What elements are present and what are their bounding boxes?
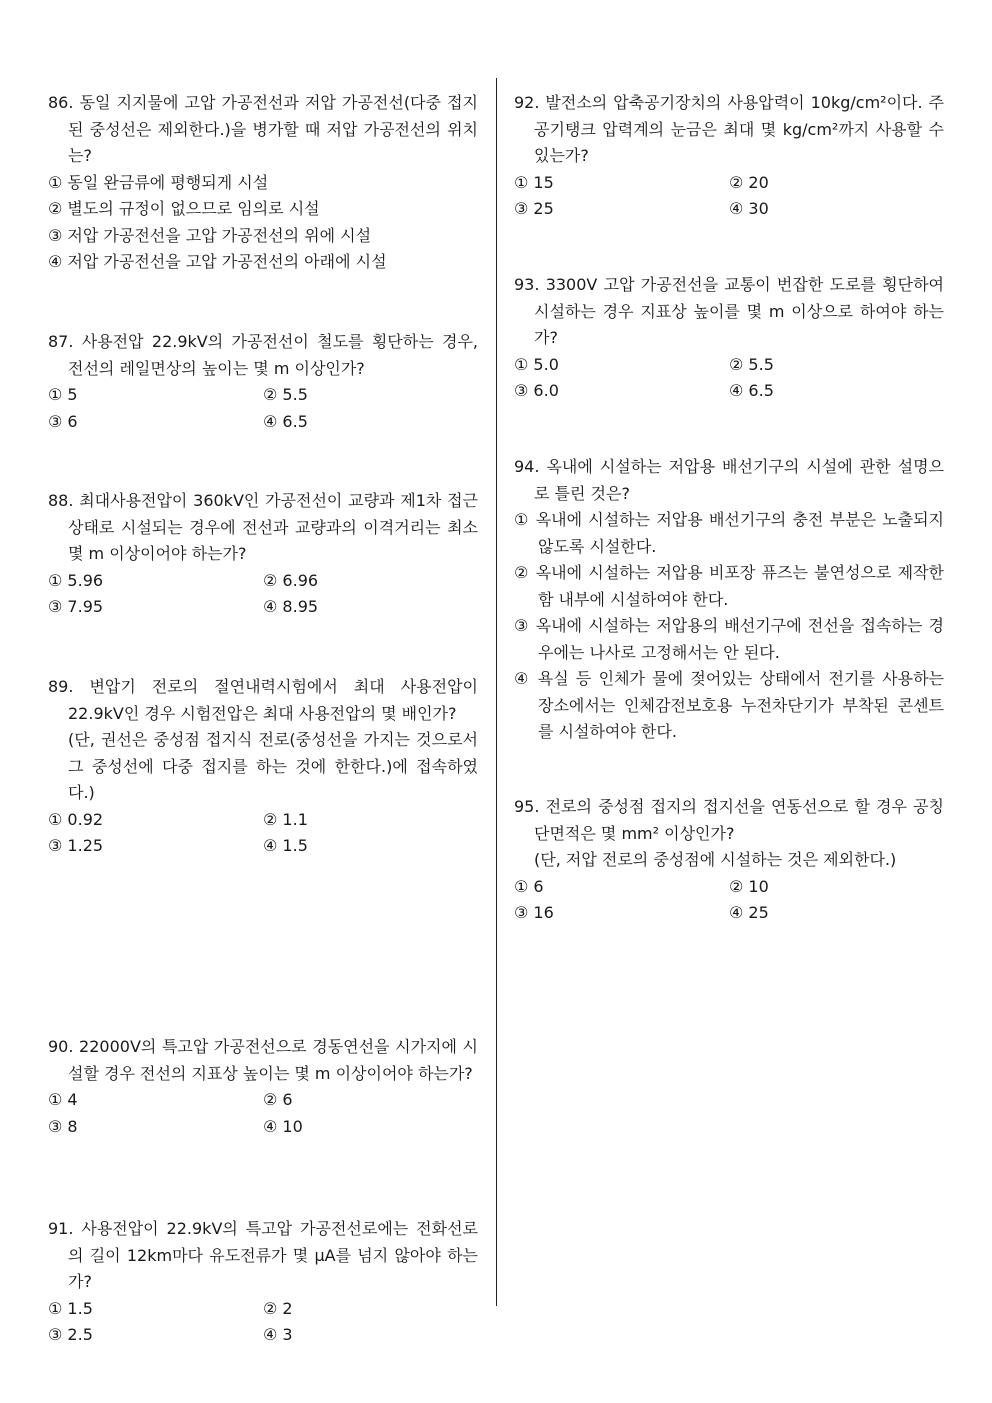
option-1[interactable]: ① 0.92 xyxy=(48,809,104,829)
options-grid xyxy=(48,382,478,435)
option-2[interactable]: ② 2 xyxy=(263,1298,293,1318)
option-1[interactable]: ① 동일 완금류에 평행되게 시설 xyxy=(48,172,269,192)
option-2[interactable]: ② 1.1 xyxy=(263,809,308,829)
option-4[interactable]: ④ 30 xyxy=(729,199,769,218)
option-2[interactable]: ② 6.96 xyxy=(263,570,319,590)
options-grid xyxy=(48,568,478,621)
option-2[interactable]: ② 5.5 xyxy=(263,385,308,404)
question-92 xyxy=(514,90,944,223)
question-88 xyxy=(48,488,478,621)
option-4[interactable]: ④ 8.95 xyxy=(263,597,319,616)
option-1[interactable]: ① 4 xyxy=(48,1090,78,1109)
question-stem: 92. 발전소의 압축공기장치의 사용압력이 10kg/cm²이다. 주 공기탱크 압력계의 눈금은 최대 몇 kg/cm²까지 사용할 수 있는가? xyxy=(514,93,944,165)
options-grid xyxy=(48,1087,478,1140)
question-87 xyxy=(48,329,478,435)
option-3[interactable]: ③ 저압 가공전선을 고압 가공전선의 위에 시설 xyxy=(48,225,372,245)
option-4[interactable]: ④ 3 xyxy=(263,1325,293,1344)
option-4[interactable]: ④ 25 xyxy=(729,903,769,922)
option-2[interactable]: ② 10 xyxy=(729,876,769,896)
options-grid xyxy=(48,807,478,860)
question-stem: 90. 22000V의 특고압 가공전선으로 경동연선을 시가지에 시설할 경우 전선의 지표상 높이는 몇 m 이상이어야 하는가? xyxy=(48,1037,478,1083)
option-1[interactable]: ① 5.96 xyxy=(48,570,104,590)
option-1[interactable]: ① 옥내에 시설하는 저압용 배선기구의 충전 부분은 노출되지 않도록 시설한다. xyxy=(514,510,944,556)
question-note: (단, 권선은 중성점 접지식 전로(중성선을 가지는 것으로서 그 중성선에 다중 접지를 하는 것에 한한다.)에 접속하였다.) xyxy=(68,730,478,802)
question-stem: 91. 사용전압이 22.9kV의 특고압 가공전선로에는 전화선로의 길이 12km마다 유도전류가 몇 μA를 넘지 않아야 하는가? xyxy=(48,1219,478,1291)
option-3[interactable]: ③ 16 xyxy=(514,903,554,922)
question-95 xyxy=(514,794,944,927)
question-stem: 94. 옥내에 시설하는 저압용 배선기구의 시설에 관한 설명으로 틀린 것은? xyxy=(514,457,944,503)
option-1[interactable]: ① 6 xyxy=(514,876,544,896)
column-divider xyxy=(496,78,497,1306)
question-93 xyxy=(514,272,944,405)
question-91 xyxy=(48,1216,478,1349)
question-stem: 89. 변압기 전로의 절연내력시험에서 최대 사용전압이 22.9kV인 경우 시험전압은 최대 사용전압의 몇 배인가? xyxy=(48,677,478,723)
question-stem: 87. 사용전압 22.9kV의 가공전선이 철도를 횡단하는 경우, 전선의 레일면상의 높이는 몇 m 이상인가? xyxy=(48,332,478,378)
options-grid xyxy=(514,352,944,405)
option-3[interactable]: ③ 2.5 xyxy=(48,1325,93,1344)
option-4[interactable]: ④ 저압 가공전선을 고압 가공전선의 아래에 시설 xyxy=(48,252,387,271)
option-3[interactable]: ③ 6.0 xyxy=(514,381,559,400)
question-stem: 86. 동일 지지물에 고압 가공전선과 저압 가공전선(다중 접지된 중성선은 제외한다.)을 병가할 때 저압 가공전선의 위치는? xyxy=(48,93,478,165)
option-1[interactable]: ① 1.5 xyxy=(48,1298,93,1318)
option-2[interactable]: ② 옥내에 시설하는 저압용 비포장 퓨즈는 불연성으로 제작한 함 내부에 시설하여야 한다. xyxy=(514,563,944,609)
option-3[interactable]: ③ 6 xyxy=(48,411,78,431)
question-89 xyxy=(48,674,478,860)
options-grid xyxy=(514,874,944,927)
options-grid xyxy=(514,170,944,223)
option-1[interactable]: ① 5.0 xyxy=(514,354,559,374)
question-stem: 88. 최대사용전압이 360kV인 가공전선이 교량과 제1차 접근상태로 시설되는 경우에 전선과 교량과의 이격거리는 최소 몇 m 이상이어야 하는가? xyxy=(48,491,478,563)
option-3[interactable]: ③ 7.95 xyxy=(48,597,104,616)
option-2[interactable]: ② 20 xyxy=(729,172,769,192)
question-94 xyxy=(514,454,944,746)
option-1[interactable]: ① 5 xyxy=(48,385,78,404)
option-2[interactable]: ② 5.5 xyxy=(729,354,774,374)
question-stem: 95. 전로의 중성점 접지의 접지선을 연동선으로 할 경우 공칭단면적은 몇 mm² 이상인가? xyxy=(514,797,944,843)
option-4[interactable]: ④ 10 xyxy=(263,1116,303,1136)
option-1[interactable]: ① 15 xyxy=(514,172,554,192)
option-4[interactable]: ④ 6.5 xyxy=(263,411,308,431)
question-90 xyxy=(48,1034,478,1140)
option-2[interactable]: ② 6 xyxy=(263,1090,293,1109)
options-grid xyxy=(48,1296,478,1349)
option-3[interactable]: ③ 1.25 xyxy=(48,836,104,855)
question-86 xyxy=(48,90,478,276)
option-3[interactable]: ③ 25 xyxy=(514,199,554,218)
option-4[interactable]: ④ 6.5 xyxy=(729,381,774,400)
question-note: (단, 저압 전로의 중성점에 시설하는 것은 제외한다.) xyxy=(534,850,897,869)
option-4[interactable]: ④ 1.5 xyxy=(263,836,308,855)
option-2[interactable]: ② 별도의 규정이 없으므로 임의로 시설 xyxy=(48,199,320,218)
option-3[interactable]: ③ 8 xyxy=(48,1116,78,1136)
option-3[interactable]: ③ 옥내에 시설하는 저압용의 배선기구에 전선을 접속하는 경우에는 나사로 고정해서는 안 된다. xyxy=(514,616,944,662)
question-stem: 93. 3300V 고압 가공전선을 교통이 번잡한 도로를 횡단하여 시설하는 경우 지표상 높이를 몇 m 이상으로 하여야 하는가? xyxy=(514,275,944,347)
option-4[interactable]: ④ 욕실 등 인체가 물에 젖어있는 상태에서 전기를 사용하는 장소에서는 인체감전보호용 누전차단기가 부착된 콘센트를 시설하여야 한다. xyxy=(514,669,944,741)
